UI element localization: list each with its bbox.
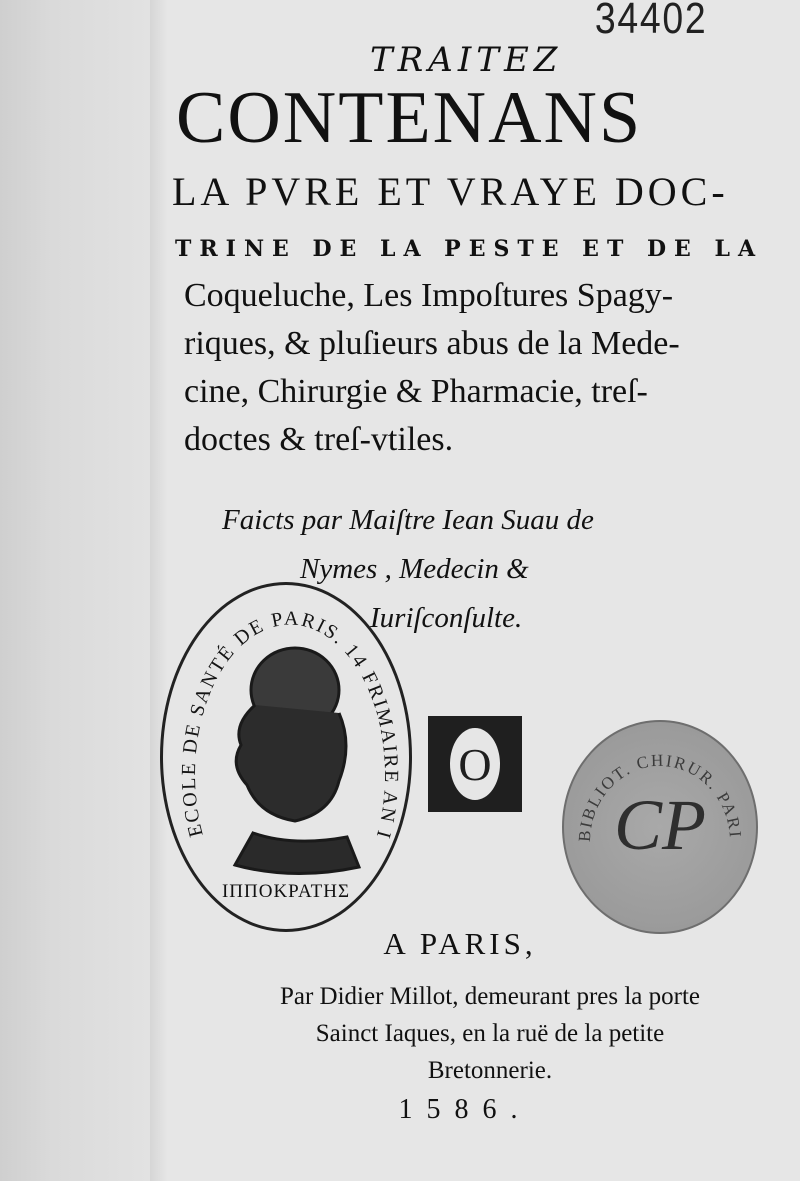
bibliotheque-chirurgie-stamp <box>562 720 758 934</box>
hippocrates-portrait-icon <box>235 648 359 874</box>
imprint-publisher <box>0 978 800 1089</box>
title-body-line: riques, & pluſieurs abus de la Mede- <box>184 325 680 362</box>
author-line: Iuriſconſulte. <box>370 602 523 634</box>
ornament-letter: O <box>450 728 500 800</box>
stamp-right-monogram: CP <box>613 785 706 865</box>
publisher-line: Bretonnerie. <box>427 1057 553 1084</box>
printers-ornament <box>428 716 522 812</box>
title-line-3: LA PVRE ET VRAYE DOC- <box>172 169 729 214</box>
stamp-left-legend: ECOLE DE SANTÉ DE PARIS. 14 FRIMAIRE AN I <box>177 607 403 843</box>
stamp-left-caption: ΙΠΠΟΚΡΑΤΗΣ <box>221 881 351 902</box>
imprint-city: A PARIS, <box>383 926 537 961</box>
author-line: Nymes , Medecin & <box>300 553 529 585</box>
title-body-line: doctes & treſ-vtiles. <box>184 421 454 458</box>
title-body <box>184 272 784 464</box>
title-body-line: Coqueluche, Les Impoſtures Spagy- <box>184 277 674 314</box>
shelfmark: 34402 <box>594 0 708 43</box>
title-body-line: cine, Chirurgie & Pharmacie, treſ- <box>184 373 648 410</box>
title-line-2: CONTENANS <box>176 77 643 159</box>
publisher-line: Sainct Iaques, en la ruë de la petite <box>315 1020 665 1047</box>
author-line: Faicts par Maiſtre Iean Suau de <box>222 504 594 536</box>
ecole-de-sante-stamp <box>160 582 412 932</box>
stamp-right-legend: BIBLIOT. CHIRUR. PARI <box>574 750 745 843</box>
stamp-legend-ring <box>163 585 409 929</box>
imprint-year: 1586. <box>398 1094 532 1125</box>
publisher-line: Par Didier Millot, demeurant pres la porte <box>279 983 701 1010</box>
title-line-1: TRAITEZ <box>370 40 563 80</box>
title-line-4: TRINE DE LA PESTE ET DE LA <box>175 236 764 262</box>
